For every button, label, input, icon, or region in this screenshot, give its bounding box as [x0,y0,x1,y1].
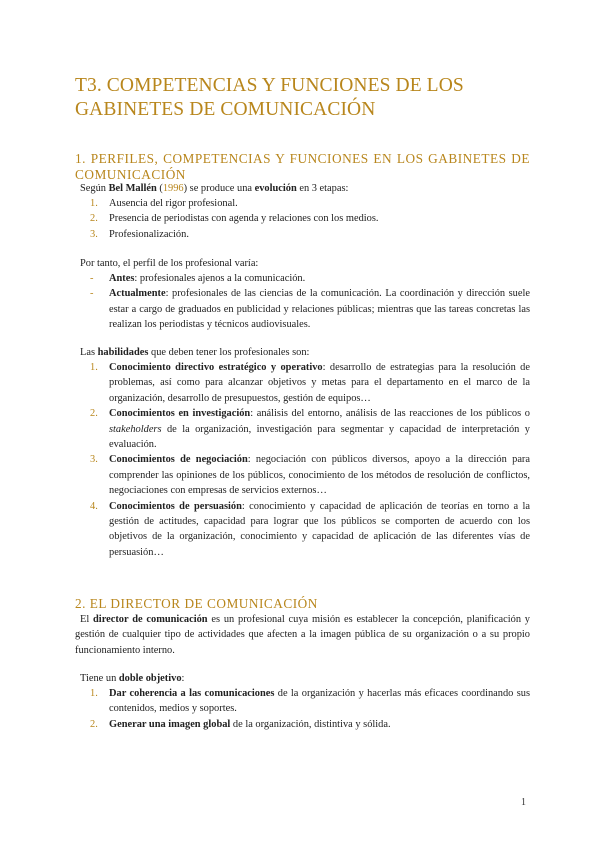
list-text: de la organización, investigación para segmentar y capacidad de interpretación y evaluación. [109,423,530,451]
author-name: Bel Mallén [108,183,157,194]
skills-list [80,360,530,560]
section-1-heading: 1. PERFILES, COMPETENCIAS Y FUNCIONES EN LOS GABINETES DE COMUNICACIÓN [75,151,530,182]
list-item [80,211,530,226]
list-number: 2. [90,213,98,225]
profile-term: Antes [109,273,135,284]
list-item [80,499,530,561]
list-item [80,196,530,211]
intro-text: en 3 etapas: [296,183,349,194]
list-text: Presencia de periodistas con agenda y relaciones con los medios. [109,213,379,225]
list-text: : análisis del entorno, análisis de las reacciones de los públicos o [250,408,530,420]
page-number: 1 [521,797,526,808]
list-number: 4. [90,500,98,512]
keyword: evolución [254,183,297,194]
skill-term: Conocimientos de persuasión [109,500,242,512]
director-definition [75,612,530,658]
skill-term: Conocimientos de negociación [109,454,248,466]
paragraph-text: es un profesional cuya misión es establecer la concepción, planificación y gestión de cualquier tipo de actividades que afecten a la imagen pública de su organización o a su propio funcionamiento interno. [75,614,530,656]
skills-intro [80,345,530,360]
profile-term: Actualmente [109,288,166,300]
list-item [80,227,530,242]
keyword: director de comunicación [93,614,208,625]
list-item [80,717,530,732]
list-item [80,271,530,286]
list-item [80,360,530,406]
skill-term: Conocimientos en investigación [109,408,251,420]
list-item [80,686,530,717]
stages-list [80,196,530,242]
list-item [80,406,530,452]
list-number: 1. [90,362,98,373]
intro-text: Tiene un [80,673,119,684]
list-text: : desarrollo de estrategias para la resolución de problemas, así como para alcanzar objetivos y metas para el departamento en el marco de la organización, desarrollo de presupuestos, gestión de equipos… [109,362,530,404]
skill-term: Conocimiento directivo estratégico y operativo [109,362,323,373]
objective-term: Dar coherencia a las comunicaciones [109,688,275,699]
list-number: 2. [90,718,98,730]
intro-text: que deben tener los profesionales son: [148,347,310,358]
objective-term: Generar una imagen global [109,718,231,730]
intro-text: ) se produce una [183,183,255,194]
list-text: de la organización, distintiva y sólida. [230,718,391,730]
page-title: T3. COMPETENCIAS Y FUNCIONES DE LOS GABINETES DE COMUNICACIÓN [75,75,464,120]
objectives-list [80,686,530,732]
profile-intro: Por tanto, el perfil de los profesional varía: [80,258,259,269]
list-text: : profesionales de las ciencias de la comunicación. La coordinación y dirección suele estar a cargo de graduados en publicidad y relaciones públicas; mientras que las tareas concretas las realizan los periodistas y técnicos audiovisuales. [109,288,530,331]
citation-year: 1996 [162,183,184,194]
italic-term: stakeholders [109,423,162,435]
list-text: Ausencia del rigor profesional. [109,198,238,209]
intro-text: : [181,673,185,684]
list-number: 3. [90,228,98,240]
list-number: 2. [90,408,98,420]
list-number: 1. [90,688,98,699]
list-text: : profesionales ajenos a la comunicación. [134,273,306,284]
section-2-heading: 2. EL DIRECTOR DE COMUNICACIÓN [75,596,318,611]
dash-marker: - [90,273,94,284]
list-number: 1. [90,198,98,209]
evolution-intro [80,181,530,196]
intro-text: Según [80,183,109,194]
list-text: : conocimiento y capacidad de aplicación de teorías en torno a la gestión de actitudes, capacidad para lograr que los públicos se comporten de acuerdo con los objetivos de la organización, conocimiento y capacidad de aplicación de las diferentes vías de persuasión… [109,500,530,558]
keyword: habilidades [97,347,149,358]
keyword: doble objetivo [118,673,182,684]
paragraph-text: El [80,614,94,625]
intro-text: ( [156,183,163,194]
list-text: de la organización y hacerlas más eficaces coordinando sus contenidos, medios y soportes. [109,688,530,715]
dash-marker: - [90,288,94,300]
list-item [80,452,530,498]
list-text: Profesionalización. [109,228,189,240]
list-item [80,286,530,332]
profiles-list [80,271,530,333]
intro-text: Las [80,347,98,358]
objective-intro [80,671,530,686]
list-text: : negociación con públicos diversos, apoyo a la dirección para comprender las opiniones de los públicos, conocimiento de los métodos de resolución de conflictos, negociaciones con empresas de servicios externos… [109,454,530,497]
list-number: 3. [90,454,98,466]
